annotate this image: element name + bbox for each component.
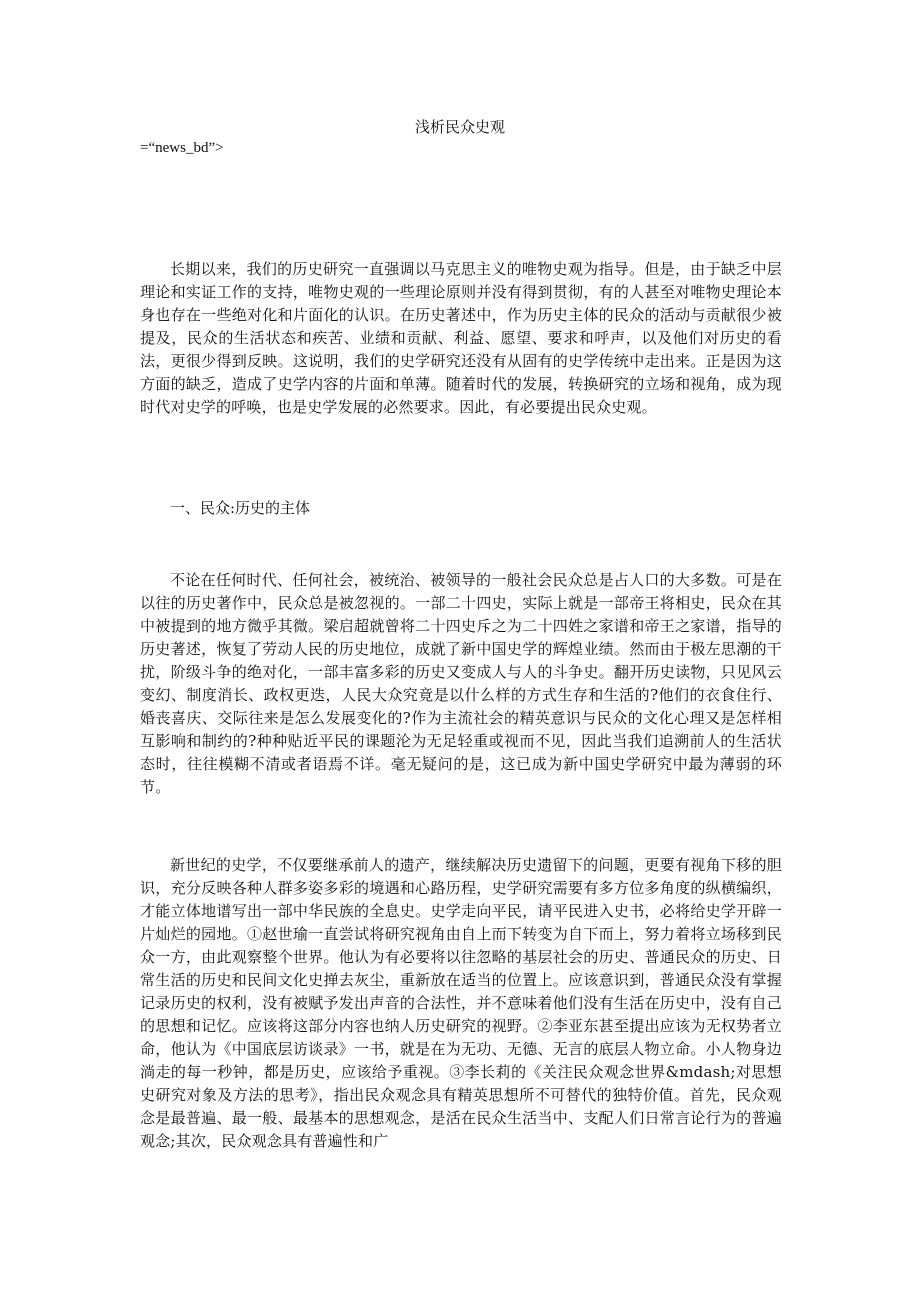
page-title: 浅析民众史观 <box>414 118 505 136</box>
body-paragraph-3: 新世纪的史学，不仅要继承前人的遗产，继续解决历史遗留下的问题，更要有视角下移的胆识，充分反映各种人群多姿多彩的境遇和心路历程，史学研究需要有多方位多角度的纵横编织，才能立体地谱写出一部中华民族的全息史。史学走向平民，请平民进入史书，必将给史学开辟一片灿烂的园地。①赵世瑜一直尝试将研究视角由自上而下转变为自下而上，努力着将立场移到民众一方，由此观察整个世界。他认为有必要将以往忽略的基层社会的历史、普通民众的历史、日常生活的历史和民间文化史掸去灰尘，重新放在适当的位置上。应该意识到，普通民众没有掌握记录历史的权利，没有被赋予发出声音的合法性，并不意味着他们没有生活在历史中，没有自己的思想和记忆。应该将这部分内容也纳人历史研究的视野。②李亚东甚至提出应该为无权势者立命，他认为《中国底层访谈录》一书，就是在为无功、无德、无言的底层人物立命。小人物身边淌走的每一秒钟，都是历史，应该给予重视。③李长莉的《关注民众观念世界&mdash;对思想史研究对象及方法的思考》，指出民众观念具有精英思想所不可替代的独特价值。首先，民众观念是最普遍、最一般、最基本的思想观念，是活在民众生活当中、支配人们日常言论行为的普遍观念;其次，民众观念具有普遍性和广 <box>140 856 782 1150</box>
section-heading: 一、民众:历史的主体 <box>170 499 311 517</box>
intro-paragraph: 长期以来，我们的历史研究一直强调以马克思主义的唯物史观为指导。但是，由于缺乏中层理论和实证工作的支持，唯物史观的一些理论原则并没有得到贯彻，有的人甚至对唯物史理论本身也存在一些绝对化和片面化的认识。在历史著述中，作为历史主体的民众的活动与贡献很少被提及，民众的生活状态和疾苦、业绩和贡献、利益、愿望、要求和呼声，以及他们对历史的看法，更很少得到反映。这说明，我们的史学研究还没有从固有的史学传统中走出来。正是因为这方面的缺乏，造成了史学内容的片面和单薄。随着时代的发展，转换研究的立场和视角，成为现时代对史学的呼唤，也是史学发展的必然要求。因此，有必要提出民众史观。 <box>140 260 782 416</box>
source-artifact-text: =“news_bd”> <box>140 140 224 156</box>
body-paragraph-2: 不论在任何时代、任何社会，被统治、被领导的一般社会民众总是占人口的大多数。可是在以往的历史著作中，民众总是被忽视的。一部二十四史，实际上就是一部帝王将相史，民众在其中被提到的地方微乎其微。梁启超就曾将二十四史斥之为二十四姓之家谱和帝王之家谱，指导的历史著述，恢复了劳动人民的历史地位，成就了新中国史学的辉煌业绩。然而由于极左思潮的干扰，阶级斗争的绝对化，一部丰富多彩的历史又变成人与人的斗争史。翻开历史读物，只见风云变幻、制度消长、政权更迭，人民大众究竟是以什么样的方式生存和生活的?他们的衣食住行、婚丧喜庆、交际往来是怎么发展变化的?作为主流社会的精英意识与民众的文化心理又是怎样相互影响和制约的?种种贴近平民的课题沦为无足轻重或视而不见，因此当我们追溯前人的生活状态时，往往模糊不清或者语焉不详。毫无疑问的是，这已成为新中国史学研究中最为薄弱的环节。 <box>140 571 782 796</box>
